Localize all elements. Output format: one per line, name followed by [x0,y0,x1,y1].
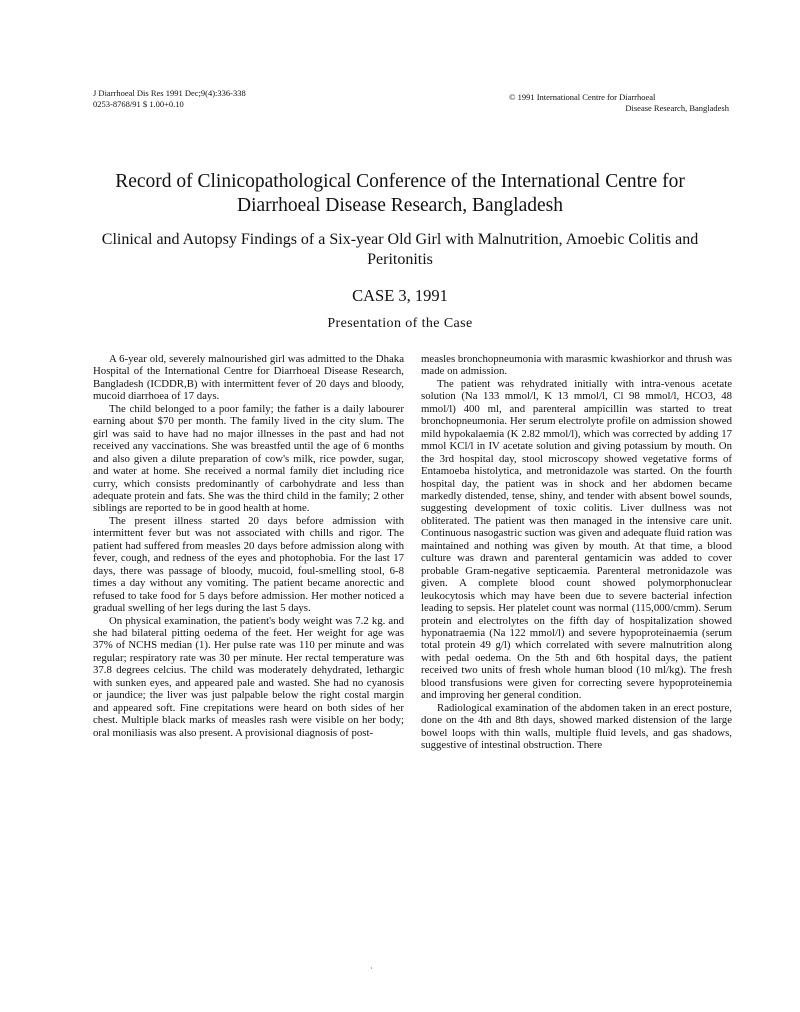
journal-line-1: J Diarrhoeal Dis Res 1991 Dec;9(4):336-338 [93,88,246,98]
paragraph: The child belonged to a poor family; the father is a daily labourer earning about $70 per month. The family lived in the city slum. The girl was said to have had no major illnesses in the past and had not received any vaccinations. She was breastfed until the age of 6 months and also given a dilute preparation of cow's milk, rice powder, sugar, and water at home. She received a normal family diet including rice curry, which consists predominantly of carbohydrate and less than adequate protein and fats. She was the third child in the family; 2 other siblings are reported to be in good health at home. [93,402,404,515]
case-label: CASE 3, 1991 [352,286,448,305]
paragraph: The patient was rehydrated initially with intra-venous acetate solution (Na 133 mmol/l, K 13 mmol/l, Cl 98 mmol/l, HCO3, 48 mmol/l) 400 ml, and parenteral ampicillin was started to treat bronchopneumonia. Her serum electrolyte profile on admission showed mild hypokalaemia (K 2.82 mmol/l), which was corrected by adding 17 mmol KCl/l in IV acetate solution and giving potassium by mouth. On the 3rd hospital day, stool microscopy showed vegetative forms of Entamoeba histolytica, and metronidazole was started. On the fourth hospital day, the patient was in shock and her abdomen became markedly distended, tense, shiny, and tender with absent bowel sounds, suggesting development of toxic colitis. Liver dullness was not obliterated. The patient was then managed in the intensive care unit. Continuous nasogastric suction was given and adequate fluid ration was maintained and nothing was given by mouth. At that time, a blood culture was drawn and parenteral gentamicin was added to cover probable Gram-negative septicaemia. Parenteral metronidazole was given. A complete blood count showed polymorphonuclear leukocytosis which may have been due to severe bacterial infection leading to sepsis. Her platelet count was normal (115,000/cmm). Serum protein and electrolytes on the fifth day of hospitalization showed hyponatraemia (Na 122 mmol/l) and severe hypoproteinaemia (serum total protein 49 g/l) which correlated with severe malnutrition along with pedal oedema. On the 5th and 6th hospital days, the patient received two units of fresh whole human blood (10 ml/kg). The fresh blood transfusions were given for correcting severe hypoproteinemia and improving her general condition. [421,377,732,702]
page-mark: · [370,964,373,973]
paragraph: A 6-year old, severely malnourished girl was admitted to the Dhaka Hospital of the International Centre for Diarrhoeal Disease Research, Bangladesh (ICDDR,B) with intermittent fever of 20 days and bloody, mucoid diarrhoea of 17 days. [93,353,404,403]
copyright-notice [509,92,729,114]
paper-subtitle: Clinical and Autopsy Findings of a Six-year Old Girl with Malnutrition, Amoebic Colitis and Peritonitis [101,231,699,268]
paragraph-continuation: measles bronchopneumonia with marasmic kwashiorkor and thrush was made on admission. [421,353,732,378]
paragraph: Radiological examination of the abdomen taken in an erect posture, done on the 4th and 8th days, showed marked distension of the large bowel loops with thin walls, multiple fluid levels, and gas shadows, suggestive of intestinal obstruction. There [421,701,732,752]
paragraph: On physical examination, the patient's body weight was 7.2 kg. and she had bilateral pitting oedema of the feet. Her weight for age was 37% of NCHS median (1). Her pulse rate was 110 per minute and was regular; respiratory rate was 30 per minute. Her rectal temperature was 37.8 degrees celcius. The child was moderately dehydrated, lethargic with sunken eyes, and appeared pale and wasted. She had no cyanosis or jaundice; the liver was just palpable below the right costal margin and appeared soft. Fine crepitations were heard on both sides of her chest. Multiple black marks of measles rash were visible on her body; oral moniliasis was also present. A provisional diagnosis of post- [93,614,404,739]
paragraph: The present illness started 20 days before admission with intermittent fever but was not associated with chills and rigor. The patient had suffered from measles 20 days before admission along with fever, cough, and redness of the eyes and photophobia. For the last 17 days, there was passage of bloody, mucoid, foul-smelling stool, 6-8 times a day without any vomiting. The patient became anorectic and refused to take food for 5 days before admission. Her mother noticed a gradual swelling of her legs during the last 5 days. [93,514,404,615]
journal-citation [93,88,246,110]
left-column [93,353,404,739]
copyright-line-1: © 1991 International Centre for Diarrhoeal [509,92,656,102]
section-heading: Presentation of the Case [327,316,473,331]
right-column [421,353,732,752]
journal-line-2: 0253-8768/91 $ 1.00+0.10 [93,99,184,109]
copyright-line-2: Disease Research, Bangladesh [625,103,729,113]
paper-title: Record of Clinicopathological Conference of the International Centre for Diarrhoeal Disease Research, Bangladesh [115,171,685,216]
